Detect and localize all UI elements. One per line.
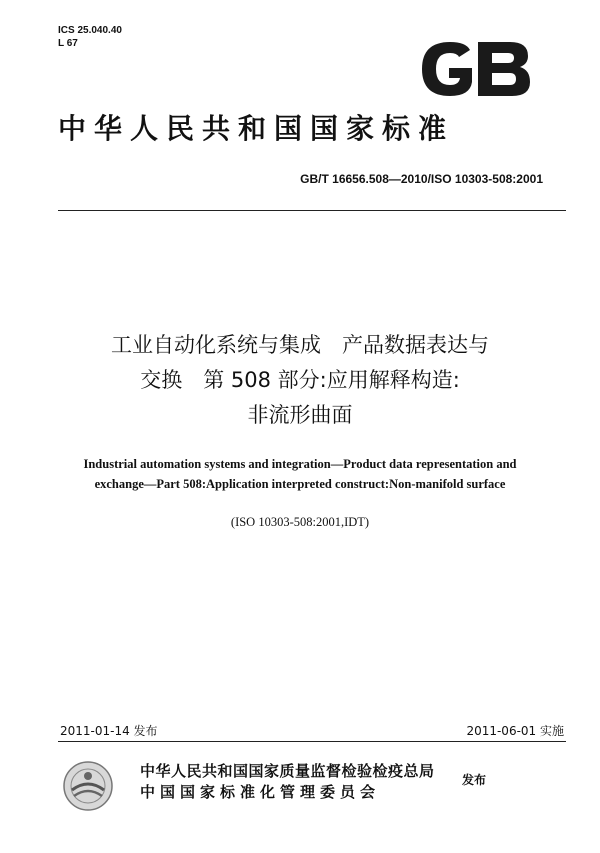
standard-number: GB/T 16656.508—2010/ISO 10303-508:2001 xyxy=(300,172,543,186)
iso-equivalence: (ISO 10303-508:2001,IDT) xyxy=(230,515,370,529)
issuer-aqsiq: 中华人民共和国国家质量监督检验检疫总局 xyxy=(140,762,435,780)
gb-logo xyxy=(416,38,534,100)
ics-code: ICS 25.040.40 xyxy=(58,25,122,36)
category-code: L 67 xyxy=(58,38,78,49)
issuer-sac: 中国国家标准化管理委员会 xyxy=(140,783,381,801)
standard-name: 中华人民共和国国家标准 xyxy=(58,112,455,145)
english-title-line-1: Industrial automation systems and integration—Product data representation and xyxy=(83,457,517,471)
chinese-title-line-2: 交换 第 508 部分:应用解释构造: xyxy=(140,368,460,392)
divider-top xyxy=(58,210,566,211)
chinese-title-line-1: 工业自动化系统与集成 产品数据表达与 xyxy=(111,333,489,357)
classification-codes xyxy=(58,24,122,50)
divider-bottom xyxy=(58,741,566,742)
implementation-date: 2011-06-01 实施 xyxy=(466,724,564,738)
official-seal-icon xyxy=(62,760,114,812)
chinese-title-line-3: 非流形曲面 xyxy=(247,403,353,427)
issue-date: 2011-01-14 发布 xyxy=(60,724,158,738)
english-title-line-2: exchange—Part 508:Application interpreted construct:Non-manifold surface xyxy=(94,477,506,491)
publish-label: 发布 xyxy=(462,773,487,787)
